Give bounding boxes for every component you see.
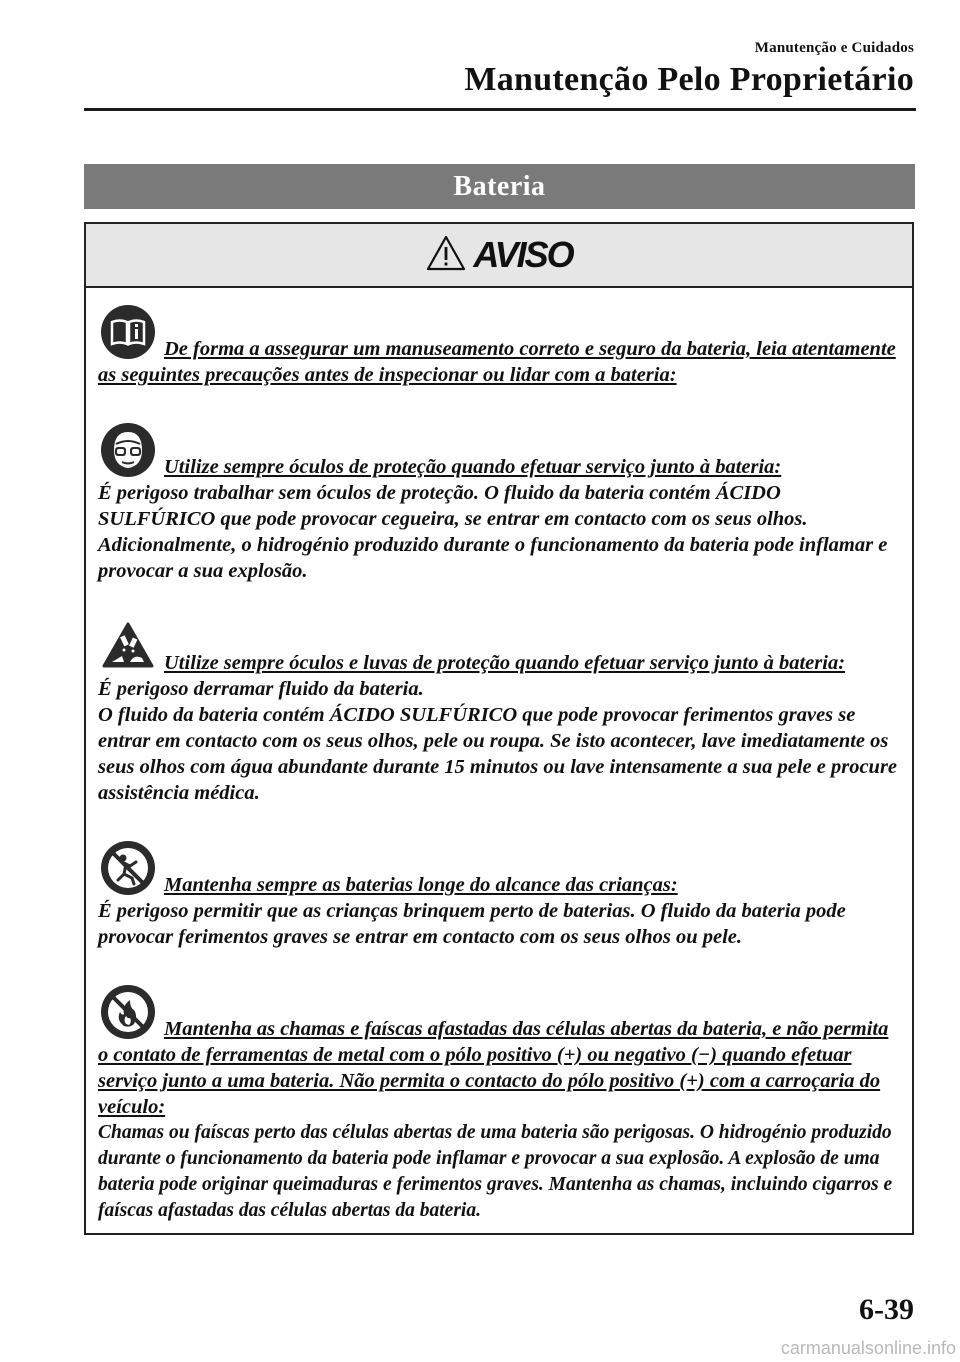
warning-triangle-icon	[425, 234, 473, 277]
page-number: 6-39	[859, 1293, 914, 1326]
corrosive-acid-icon	[100, 618, 156, 674]
warning-item-corrosive	[98, 618, 900, 806]
section-title-bar	[84, 164, 915, 209]
page-title: Manutenção Pelo Proprietário	[464, 61, 914, 98]
warning-header	[86, 224, 912, 288]
read-manual-icon	[100, 304, 156, 360]
warning-item-body: É perigoso permitir que as crianças brinquem perto de baterias. O fluido da bateria pode provocar ferimentos graves se entrar em contacto com os seus olhos ou pele.	[98, 900, 846, 948]
warning-item-flames	[98, 984, 900, 1224]
keep-away-children-icon	[100, 840, 156, 896]
warning-item-body: É perigoso trabalhar sem óculos de proteção. O fluido da bateria contém ÁCIDO SULFÚRICO que pode provocar cegueira, se entrar em contacto com os seus olhos. Adicionalmente, o hidrogénio produzido durante o funcionamento da bateria pode inflamar e provocar a sua explosão.	[98, 482, 888, 582]
warning-item-body: Chamas ou faíscas perto das células abertas de uma bateria são perigosas. O hidrogénio produzido durante o funcionamento da bateria pode inflamar e provocar a sua explosão. A explosão de uma bateria pode originar queimaduras e ferimentos graves. Mantenha as chamas, incluindo cigarros e faíscas afastadas das células abertas da bateria.	[98, 1122, 893, 1221]
header-rule	[84, 108, 916, 111]
warning-item-heading: Mantenha sempre as baterias longe do alcance das crianças:	[164, 874, 678, 896]
warning-item-read-manual	[98, 304, 900, 388]
warning-item-body-line: É perigoso derramar fluido da bateria.	[98, 678, 424, 700]
warning-item-goggles	[98, 422, 900, 584]
warning-body	[86, 288, 912, 1224]
safety-goggles-icon	[100, 422, 156, 478]
warning-item-heading: Utilize sempre óculos de proteção quando efetuar serviço junto à bateria:	[164, 456, 782, 478]
warning-box	[84, 222, 914, 1235]
chapter-label: Manutenção e Cuidados	[754, 40, 914, 56]
warning-item-children	[98, 840, 900, 950]
warning-item-heading: De forma a assegurar um manuseamento correto e seguro da bateria, leia atentamente as seguintes precauções antes de inspecionar ou lidar com a bateria:	[98, 338, 896, 386]
no-flames-icon	[100, 984, 156, 1040]
warning-item-heading: Utilize sempre óculos e luvas de proteção quando efetuar serviço junto à bateria:	[164, 652, 846, 674]
warning-item-body-line: O fluido da bateria contém ÁCIDO SULFÚRICO que pode provocar ferimentos graves se entrar em contacto com os seus olhos, pele ou roupa. Se isto acontecer, lave imediatamente os seus olhos com água abundante durante 15 minutos ou lave intensamente a sua pele e procure assistência médica.	[98, 704, 898, 804]
warning-label: AVISO	[473, 234, 573, 275]
section-title: Bateria	[453, 170, 546, 202]
watermark: carmanualsonline.info	[780, 1338, 956, 1358]
warning-item-heading: Mantenha as chamas e faíscas afastadas das células abertas da bateria, e não permita o contato de ferramentas de metal com o pólo positivo (+) ou negativo (−) quando efetuar serviço junto a uma bateria. Não permita o contacto do pólo positivo (+) com a carroçaria do veículo:	[98, 1018, 889, 1118]
